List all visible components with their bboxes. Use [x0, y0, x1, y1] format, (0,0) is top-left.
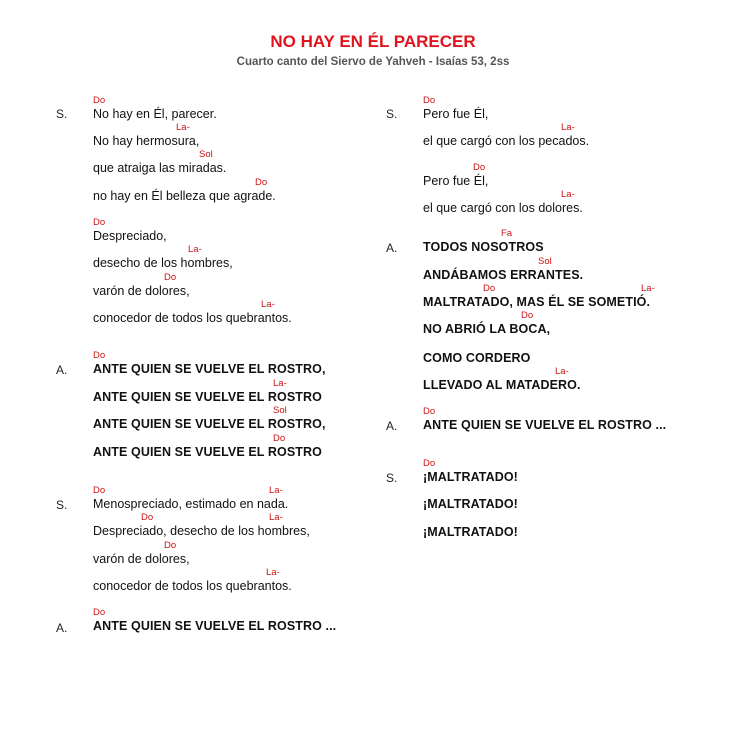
chord: Do [93, 607, 106, 618]
lyric-text: Pero fue Él, [423, 107, 489, 121]
lyric-text: conocedor de todos los quebrantos. [93, 311, 292, 325]
lyric-text: No hay hermosura, [93, 134, 200, 148]
lyric-text: Despreciado, desecho de los hombres, [93, 524, 310, 538]
chord: Do [164, 540, 177, 551]
lyric-text: ¡MALTRATADO! [423, 497, 518, 511]
chord: Do [93, 350, 106, 361]
lyric-text: ANTE QUIEN SE VUELVE EL ROSTRO ... [423, 418, 667, 432]
lyric-text: TODOS NOSOTROS [423, 240, 544, 254]
verse-marker-assembly: A. [386, 241, 398, 255]
chord: Do [483, 283, 496, 294]
chord: Do [93, 217, 106, 228]
chord: La- [261, 299, 275, 310]
lyric-text: ¡MALTRATADO! [423, 525, 518, 539]
chord: Do [93, 485, 106, 496]
chord: Do [521, 310, 534, 321]
lyric-text: ANTE QUIEN SE VUELVE EL ROSTRO [93, 390, 322, 404]
chord: La- [555, 366, 569, 377]
chord: Do [273, 433, 286, 444]
lyric-text: el que cargó con los dolores. [423, 201, 583, 215]
lyric-text: Pero fue Él, [423, 174, 489, 188]
chord: La- [266, 567, 280, 578]
song-subtitle: Cuarto canto del Siervo de Yahveh - Isaías 53, 2ss [236, 56, 510, 68]
lyric-text: conocedor de todos los quebrantos. [93, 579, 292, 593]
lyric-text: no hay en Él belleza que agrade. [93, 189, 276, 203]
verse-marker-soloist: S. [56, 107, 68, 121]
chord: La- [273, 378, 287, 389]
lyric-text: MALTRATADO, MAS ÉL SE SOMETIÓ. [423, 295, 651, 309]
lyric-text: NO ABRIÓ LA BOCA, [423, 322, 551, 336]
lyric-text: ANTE QUIEN SE VUELVE EL ROSTRO [93, 445, 322, 459]
chord: Fa [501, 228, 513, 239]
lyric-text: ANDÁBAMOS ERRANTES. [423, 268, 584, 282]
verse-marker-soloist: S. [386, 107, 398, 121]
chord: Sol [538, 256, 552, 267]
verse-marker-assembly: A. [56, 621, 68, 635]
verse-marker-soloist: S. [386, 471, 398, 485]
chord: Do [93, 95, 106, 106]
chord: La- [269, 512, 283, 523]
lyric-text: varón de dolores, [93, 552, 190, 566]
verse-marker-soloist: S. [56, 498, 68, 512]
song-title: NO HAY EN ÉL PARECER [270, 32, 476, 51]
chord: La- [641, 283, 655, 294]
chord: Do [423, 406, 436, 417]
chord: La- [176, 122, 190, 133]
chord: La- [269, 485, 283, 496]
verse-marker-assembly: A. [56, 363, 68, 377]
lyric-text: No hay en Él, parecer. [93, 107, 217, 121]
chord: Do [164, 272, 177, 283]
chord: Do [141, 512, 154, 523]
chord: La- [561, 122, 575, 133]
lyric-text: varón de dolores, [93, 284, 190, 298]
chord: Sol [273, 405, 287, 416]
chord: Do [423, 95, 436, 106]
lyric-text: desecho de los hombres, [93, 256, 233, 270]
lyric-text: ANTE QUIEN SE VUELVE EL ROSTRO, [93, 417, 326, 431]
chord: La- [188, 244, 202, 255]
chord: La- [561, 189, 575, 200]
lyric-text: que atraiga las miradas. [93, 161, 227, 175]
lyric-text: el que cargó con los pecados. [423, 134, 590, 148]
chord: Sol [199, 149, 213, 160]
chord: Do [255, 177, 268, 188]
verse-marker-assembly: A. [386, 419, 398, 433]
chord: Do [423, 458, 436, 469]
lyric-text: LLEVADO AL MATADERO. [423, 378, 581, 392]
chord: Do [473, 162, 486, 173]
lyric-text: ¡MALTRATADO! [423, 470, 518, 484]
lyric-text: COMO CORDERO [423, 351, 531, 365]
lyric-text: ANTE QUIEN SE VUELVE EL ROSTRO, [93, 362, 326, 376]
lyric-text: ANTE QUIEN SE VUELVE EL ROSTRO ... [93, 619, 337, 633]
lyric-text: Despreciado, [93, 229, 167, 243]
lyric-text: Menospreciado, estimado en nada. [93, 497, 289, 511]
